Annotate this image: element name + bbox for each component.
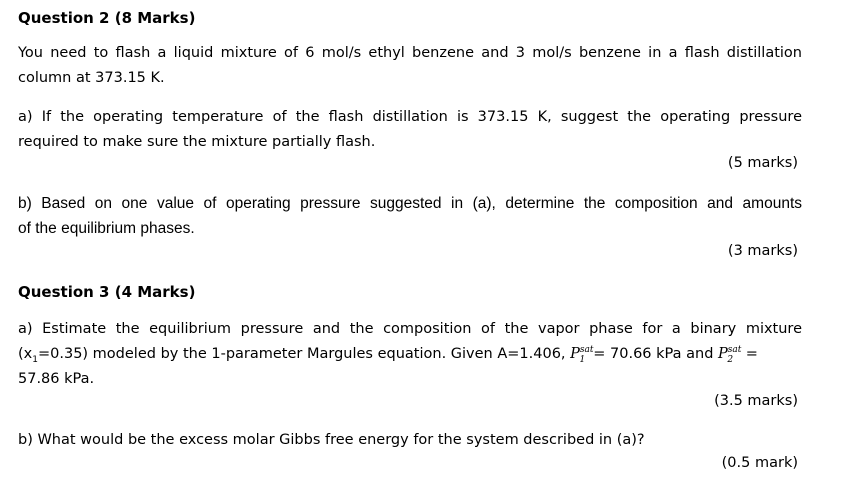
question-2-part-b-marks: (3 marks) [727, 243, 798, 259]
p1-sat-value: = 70.66 kPa and [593, 346, 719, 362]
question-2-intro-line-1: You need to flash a liquid mixture of 6 mol/s ethyl benzene and 3 mol/s benzene in a flash distillation [18, 45, 802, 61]
p2-sat-symbol: $P^{sat}_2$ [718, 345, 742, 365]
question-3-part-a-line-2-text: =0.35) modeled by the 1-parameter Margules equation. Given A=1.406, [37, 346, 571, 362]
question-2-part-b-line-2: of the equilibrium phases. [18, 220, 195, 237]
question-3-heading: Question 3 (4 Marks) [18, 283, 196, 301]
question-2-part-a-line-2: required to make sure the mixture partially flash. [18, 134, 376, 150]
question-3-part-b [18, 428, 802, 453]
question-3-part-a-line-1: a) Estimate the equilibrium pressure and the composition of the vapor phase for a binary mixture [18, 321, 802, 337]
question-3-part-b-line-1: b) What would be the excess molar Gibbs free energy for the system described in (a)? [18, 432, 645, 448]
question-3-part-a-line-3: 57.86 kPa. [18, 371, 95, 387]
question-2-part-b-line-1: b) Based on one value of operating pressure suggested in (a), determine the composition and amounts [18, 195, 802, 212]
p2-sat-equals: = [741, 346, 758, 362]
question-2-part-a-marks: (5 marks) [727, 155, 798, 171]
question-2-intro-line-2: column at 373.15 K. [18, 70, 165, 86]
p1-sat-symbol: $P^{sat}_1$ [570, 345, 594, 365]
question-2-part-a [18, 105, 802, 155]
question-3-part-a [18, 317, 802, 392]
question-2-intro [18, 41, 802, 91]
x1-open: (x [18, 346, 33, 362]
question-3-part-a-line-2 [18, 342, 802, 367]
question-2-part-a-line-1: a) If the operating temperature of the flash distillation is 373.15 K, suggest the operating pressure [18, 109, 802, 125]
question-2-heading: Question 2 (8 Marks) [18, 9, 196, 27]
x1-subscript: 1 [32, 354, 38, 365]
question-3-part-b-marks: (0.5 mark) [721, 455, 798, 471]
question-2-part-b [18, 191, 802, 241]
question-3-part-a-marks: (3.5 marks) [714, 393, 798, 409]
